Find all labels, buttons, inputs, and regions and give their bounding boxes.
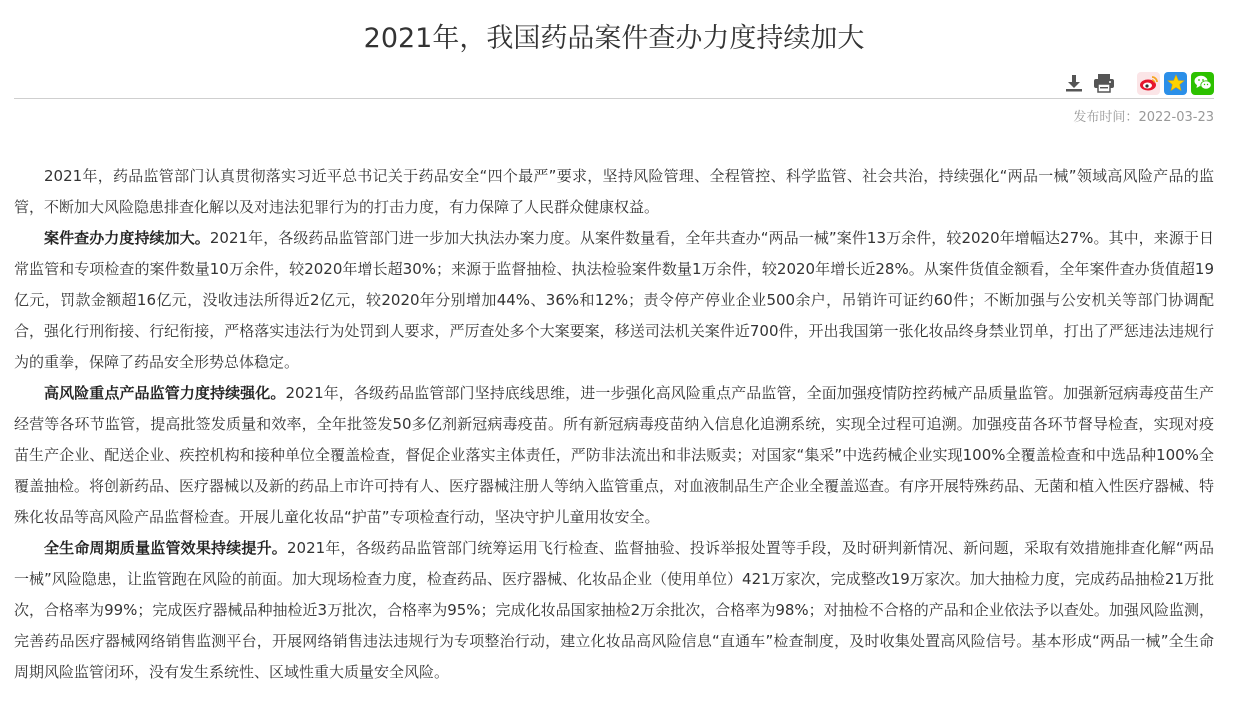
publish-label: 发布时间： <box>1073 110 1139 125</box>
paragraph-high-risk-products <box>14 378 1214 533</box>
download-icon[interactable] <box>1063 72 1085 94</box>
paragraph-lead: 高风险重点产品监管力度持续强化。 <box>44 384 286 402</box>
paragraph-intro <box>14 161 1214 223</box>
paragraph-case-handling <box>14 223 1214 378</box>
article-title: 2021年，我国药品案件查办力度持续加大 <box>363 23 865 54</box>
wechat-icon[interactable] <box>1191 72 1214 95</box>
article-page <box>14 0 1215 681</box>
publish-date <box>1073 108 1214 128</box>
article-body <box>14 161 1214 688</box>
article-toolbar <box>1063 70 1214 96</box>
print-icon[interactable] <box>1093 72 1115 94</box>
paragraph-text: 2021年，各级药品监管部门统筹运用飞行检查、监督抽验、投诉举报处置等手段，及时研判新情况、新问题，采取有效措施排查化解“两品一械”风险隐患，让监管跑在风险的前面。加大现场检查力度，检查药品、医疗器械、化妆品企业（使用单位）421万家次，完成整改19万家次。加大抽检力度，完成药品抽检21万批次，合格率为99%；完成医疗器械品种抽检近3万批次，合格率为95%；完成化妆品国家抽检2万余批次，合格率为98%；对抽检不合格的产品和企业依法予以查处。加强风险监测，完善药品医疗器械网络销售监测平台，开展网络销售违法违规行为专项整治行动，建立化妆品高风险信息“直通车”检查制度，及时收集处置高风险信号。基本形成“两品一械”全生命周期风险监管闭环，没有发生系统性、区域性重大质量安全风险。 <box>14 539 1214 681</box>
paragraph-lead: 案件查办力度持续加大。 <box>44 229 210 247</box>
paragraph-text: 2021年，各级药品监管部门进一步加大执法办案力度。从案件数量看，全年共查办“两品一械”案件13万余件，较2020年增幅达27%。其中，来源于日常监管和专项检查的案件数量10万余件，较2020年增长超30%；来源于监督抽检、执法检验案件数量1万余件，较2020年增长近28%。从案件货值金额看，全年案件查办货值超19亿元，罚款金额超16亿元，没收违法所得近2亿元，较2020年分别增加44%、36%和12%；责令停产停业企业500余户，吊销许可证约60件；不断加强与公安机关等部门协调配合，强化行刑衔接、行纪衔接，严格落实违法行为处罚到人要求，严厉查处多个大案要案，移送司法机关案件近700件，开出我国第一张化妆品终身禁业罚单，打出了严惩违法违规行为的重拳，保障了药品安全形势总体稳定。 <box>14 229 1214 371</box>
weibo-icon[interactable] <box>1137 72 1160 95</box>
favorite-star-icon[interactable] <box>1164 72 1187 95</box>
title-divider <box>14 98 1214 99</box>
publish-date-value: 2022-03-23 <box>1138 110 1214 125</box>
paragraph-lifecycle-supervision <box>14 533 1214 688</box>
paragraph-lead: 全生命周期质量监管效果持续提升。 <box>44 539 287 557</box>
paragraph-text: 2021年，药品监管部门认真贯彻落实习近平总书记关于药品安全“四个最严”要求，坚持风险管理、全程管控、科学监管、社会共治，持续强化“两品一械”领域高风险产品的监管，不断加大风险隐患排查化解以及对违法犯罪行为的打击力度，有力保障了人民群众健康权益。 <box>14 167 1214 216</box>
paragraph-text: 2021年，各级药品监管部门坚持底线思维，进一步强化高风险重点产品监管，全面加强疫情防控药械产品质量监管。加强新冠病毒疫苗生产经营等各环节监管，提高批签发质量和效率，全年批签发50多亿剂新冠病毒疫苗。所有新冠病毒疫苗纳入信息化追溯系统，实现全过程可追溯。加强疫苗各环节督导检查，实现对疫苗生产企业、配送企业、疾控机构和接种单位全覆盖检查，督促企业落实主体责任，严防非法流出和非法贩卖；对国家“集采”中选药械企业实现100%全覆盖检查和中选品种100%全覆盖抽检。将创新药品、医疗器械以及新的药品上市许可持有人、医疗器械注册人等纳入监管重点，对血液制品生产企业全覆盖巡查。有序开展特殊药品、无菌和植入性医疗器械、特殊化妆品等高风险产品监督检查。开展儿童化妆品“护苗”专项检查行动，坚决守护儿童用妆安全。 <box>14 384 1215 526</box>
